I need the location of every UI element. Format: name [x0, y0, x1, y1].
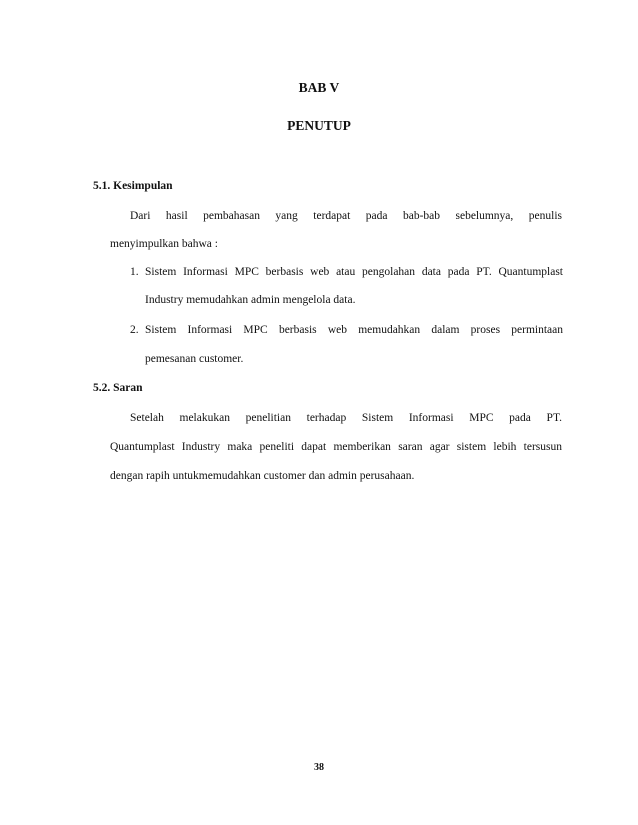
list-item-number: 2. [130, 324, 139, 336]
chapter-label: BAB V [298, 80, 340, 95]
chapter-title: PENUTUP [287, 118, 351, 133]
section-heading-saran: 5.2. Saran [93, 382, 143, 394]
page-number: 38 [314, 762, 324, 773]
paragraph-saran-line: Setelah melakukan penelitian terhadap Sistem Informasi MPC pada PT. [130, 412, 562, 424]
list-item-number: 1. [130, 266, 139, 278]
list-item-text: Sistem Informasi MPC berbasis web memudahkan dalam proses permintaan [145, 324, 563, 336]
paragraph-intro-line: menyimpulkan bahwa : [110, 238, 218, 250]
paragraph-saran-line: Quantumplast Industry maka peneliti dapat memberikan saran agar sistem lebih tersusun [110, 441, 562, 453]
list-item-text: Sistem Informasi MPC berbasis web atau pengolahan data pada PT. Quantumplast [145, 266, 563, 278]
section-heading-kesimpulan: 5.1. Kesimpulan [93, 180, 173, 192]
list-item-text: pemesanan customer. [145, 353, 244, 365]
paragraph-saran-line: dengan rapih untukmemudahkan customer dan admin perusahaan. [110, 470, 415, 482]
paragraph-intro-line: Dari hasil pembahasan yang terdapat pada bab-bab sebelumnya, penulis [130, 210, 562, 222]
list-item-text: Industry memudahkan admin mengelola data. [145, 294, 356, 306]
